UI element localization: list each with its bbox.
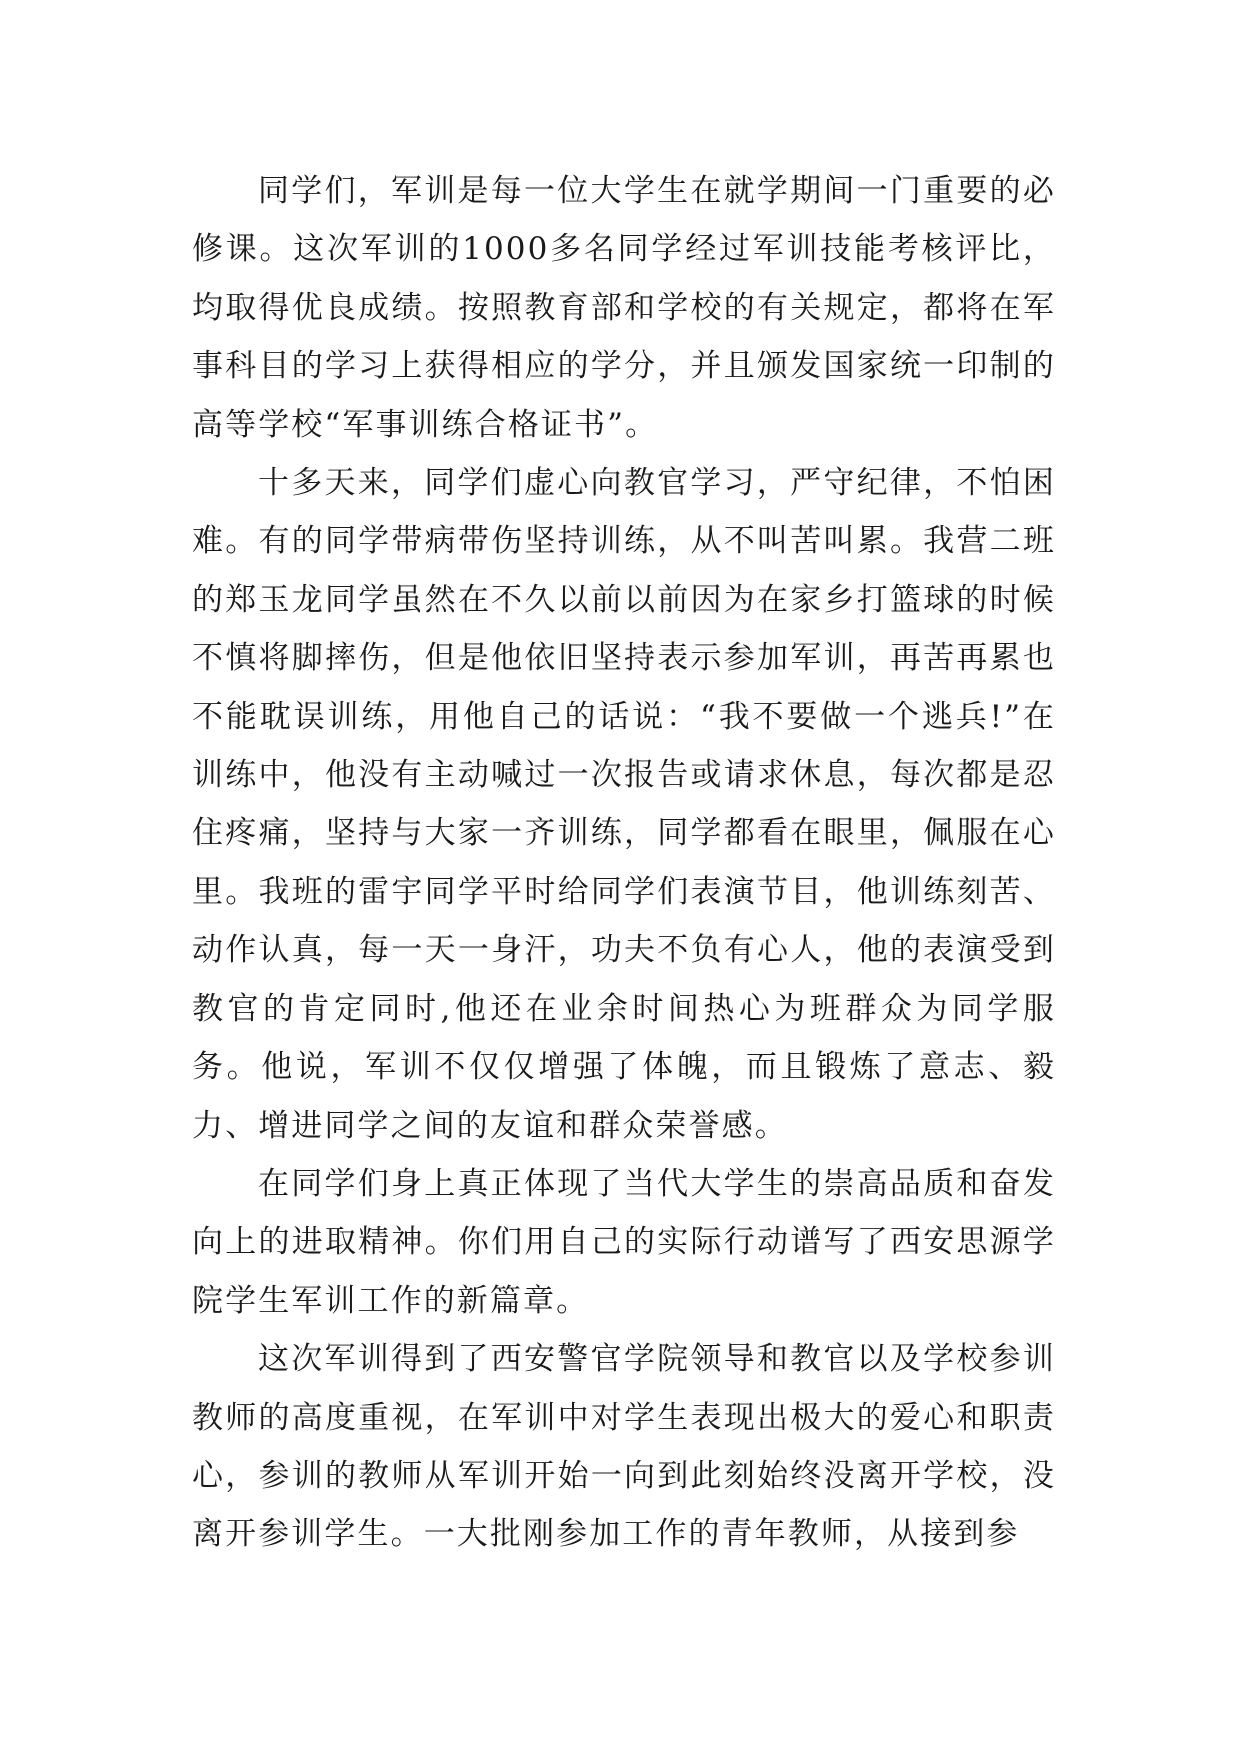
paragraph-1: 同学们，军训是每一位大学生在就学期间一门重要的必修课。这次军训的1000多名同学经过军训技能考核评比，均取得优良成绩。按照教育部和学校的有关规定，都将在军事科目的学习上获得相应的学分，并且颁发国家统一印制的高等学校“军事训练合格证书”。: [192, 173, 1056, 443]
paragraph-3: 在同学们身上真正体现了当代大学生的崇高品质和奋发向上的进取精神。你们用自己的实际行动谱写了西安思源学院学生军训工作的新篇章。: [192, 1165, 1056, 1319]
paragraph-4: 这次军训得到了西安警官学院领导和教官以及学校参训教师的高度重视，在军训中对学生表现出极大的爱心和职责心，参训的教师从军训开始一向到此刻始终没离开学校，没离开参训学生。一大批刚参加工作的青年教师，从接到参: [192, 1341, 1056, 1553]
paragraph-2: 十多天来，同学们虚心向教官学习，严守纪律，不怕困难。有的同学带病带伤坚持训练，从不叫苦叫累。我营二班的郑玉龙同学虽然在不久以前以前因为在家乡打篮球的时候不慎将脚摔伤，但是他依旧坚持表示参加军训，再苦再累也不能耽误训练，用他自己的话说：“我不要做一个逃兵!”在训练中，他没有主动喊过一次报告或请求休息，每次都是忍住疼痛，坚持与大家一齐训练，同学都看在眼里，佩服在心里。我班的雷宇同学平时给同学们表演节目，他训练刻苦、动作认真，每一天一身汗，功夫不负有心人，他的表演受到教官的肯定同时,他还在业余时间热心为班群众为同学服务。他说，军训不仅仅增强了体魄，而且锻炼了意志、毅力、增进同学之间的友谊和群众荣誉感。: [192, 465, 1056, 1144]
document-body: [192, 162, 1056, 1564]
